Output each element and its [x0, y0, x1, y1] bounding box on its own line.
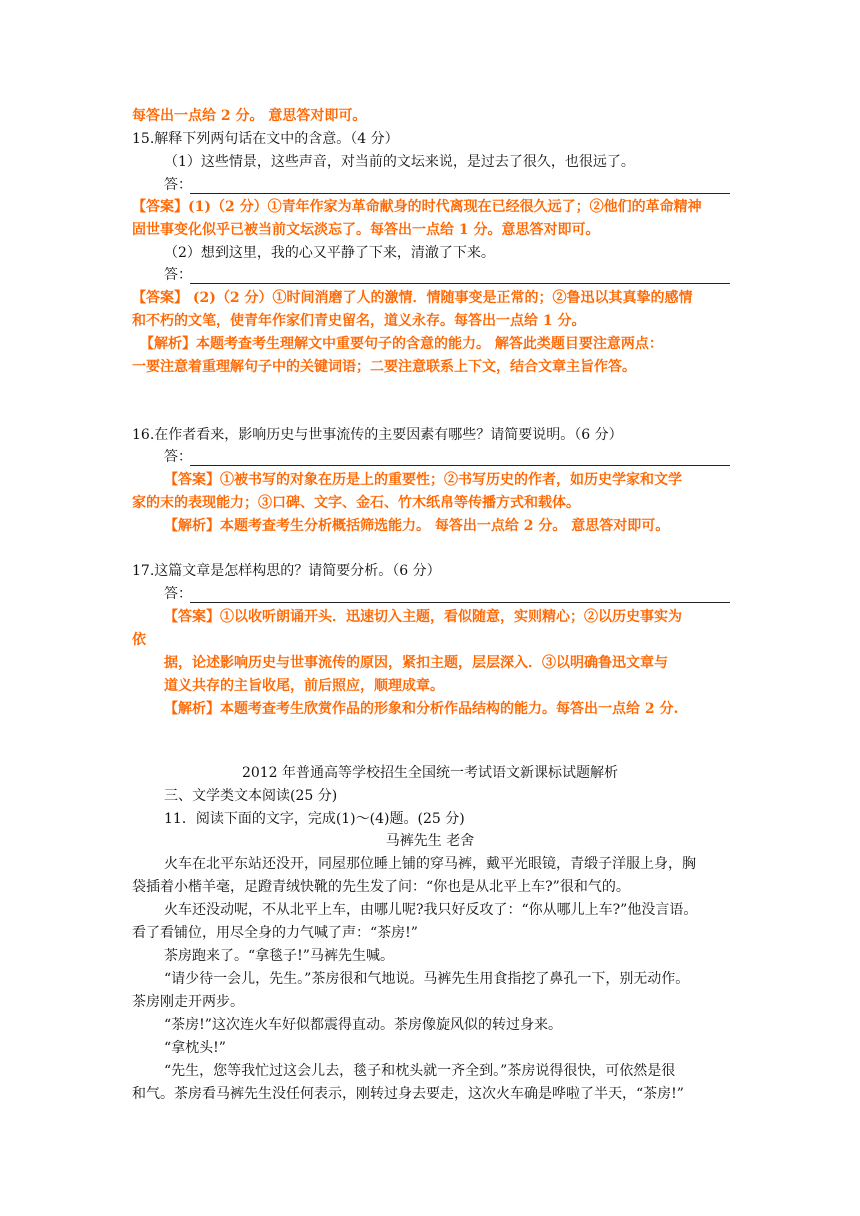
question-17: 17.这篇文章是怎样构思的？请简要分析。（6 分） — [132, 563, 441, 579]
analysis-17: 【解析】本题考查考生欣赏作品的形象和分析作品结构的能力。每答出一点给 2 分. — [164, 701, 679, 717]
answer-17-line-4: 道义共存的主旨收尾，前后照应，顺理成章。 — [164, 678, 444, 694]
answer-16-line-1: 【答案】①被书写的对象在历是上的重要性；②书写历史的作者，如历史学家和文学 — [164, 472, 682, 488]
answer-scoring-note: 每答出一点给 2 分。 意思答对即可。 — [132, 108, 367, 124]
answer-15-2-line-2: 和不朽的文笔，使青年作家们青史留名，道义永存。每答出一点给 1 分。 — [132, 313, 586, 329]
passage-title: 马裤先生 老舍 — [385, 833, 475, 849]
passage-line: “茶房!”这次连火车好似都震得直动。茶房像旋风似的转过身来。 — [164, 1017, 562, 1033]
answer-17-line-3: 据，论述影响历史与世事流传的原因，紧扣主题，层层深入．③以明确鲁迅文章与 — [164, 655, 668, 671]
question-11: 11．阅读下面的文字，完成(1)～(4)题。(25 分) — [164, 811, 465, 827]
passage-line: “拿枕头!” — [164, 1040, 226, 1056]
passage-line: “先生，您等我忙过这会儿去，毯子和枕头就一齐全到。”茶房说得很快，可依然是很 — [164, 1063, 676, 1079]
passage-line: 看了看铺位，用尽全身的力气喊了声：“茶房!” — [132, 925, 418, 941]
answer-prefix: 答： — [164, 586, 192, 602]
answer-17-line-1: 【答案】①以收听朗诵开头．迅速切入主题，看似随意，实则精心；②以历史事实为 — [164, 609, 682, 625]
passage-line: “请少待一会儿，先生。”茶房很和气地说。马裤先生用食指挖了鼻孔一下，别无动作。 — [164, 971, 690, 987]
answer-15-1-line-2: 固世事变化似乎已被当前文坛淡忘了。每答出一点给 1 分。意思答对即可。 — [132, 222, 600, 238]
answer-prefix: 答： — [164, 449, 192, 465]
passage-line: 火车还没动呢，不从北平上车，由哪儿呢?我只好反攻了：“你从哪儿上车?”他没言语。 — [164, 902, 698, 918]
answer-blank-line — [190, 193, 730, 194]
analysis-15-line-1: 【解析】本题考查考生理解文中重要句子的含意的能力。 解答此类题目要注意两点： — [140, 336, 663, 352]
answer-15-1-line-1: 【答案】(1)（2 分）①青年作家为革命献身的时代离现在已经很久远了；②他们的革命精神 — [132, 199, 702, 215]
answer-blank-line — [190, 465, 730, 466]
analysis-16: 【解析】本题考查考生分析概括筛选能力。 每答出一点给 2 分。 意思答对即可。 — [164, 518, 670, 534]
passage-line: 火车在北平东站还没开，同屋那位睡上铺的穿马裤，戴平光眼镜，青缎子洋服上身，胸 — [164, 856, 696, 872]
section-title: 2012 年普通高等学校招生全国统一考试语文新课标试题解析 — [241, 765, 619, 781]
answer-16-line-2: 家的末的表现能力；③口碑、文字、金石、竹木纸帛等传播方式和载体。 — [132, 495, 580, 511]
answer-prefix: 答： — [164, 177, 192, 193]
section-heading: 三、文学类文本阅读(25 分) — [164, 788, 338, 804]
answer-blank-line — [190, 283, 730, 284]
question-15: 15.解释下列两句话在文中的含意。（4 分） — [132, 131, 399, 147]
passage-line: 茶房跑来了。“拿毯子!”马裤先生喊。 — [164, 948, 394, 964]
question-16: 16.在作者看来，影响历史与世事流传的主要因素有哪些？请简要说明。（6 分） — [132, 427, 623, 443]
answer-blank-line — [190, 602, 730, 603]
passage-line: 和气。茶房看马裤先生没任何表示，刚转过身去要走，这次火车确是哗啦了半天，“茶房!” — [132, 1086, 684, 1102]
question-15-part-2: （2）想到这里，我的心又平静了下来，清澈了下来。 — [164, 245, 495, 261]
passage-line: 茶房刚走开两步。 — [132, 994, 244, 1010]
question-15-part-1: （1）这些情景，这些声音，对当前的文坛来说，是过去了很久，也很远了。 — [164, 154, 635, 170]
answer-15-2-line-1: 【答案】 (2)（2 分）①时间消磨了人的激情．情随事变是正常的；②鲁迅以其真挚的感情 — [132, 290, 693, 306]
answer-prefix: 答： — [164, 267, 192, 283]
answer-17-line-2: 依 — [132, 632, 146, 648]
analysis-15-line-2: 一要注意着重理解句子中的关键词语；二要注意联系上下文，结合文章主旨作答。 — [132, 359, 636, 375]
passage-line: 袋插着小楷羊毫，足蹬青绒快靴的先生发了问：“你也是从北平上车?”很和气的。 — [132, 879, 630, 895]
